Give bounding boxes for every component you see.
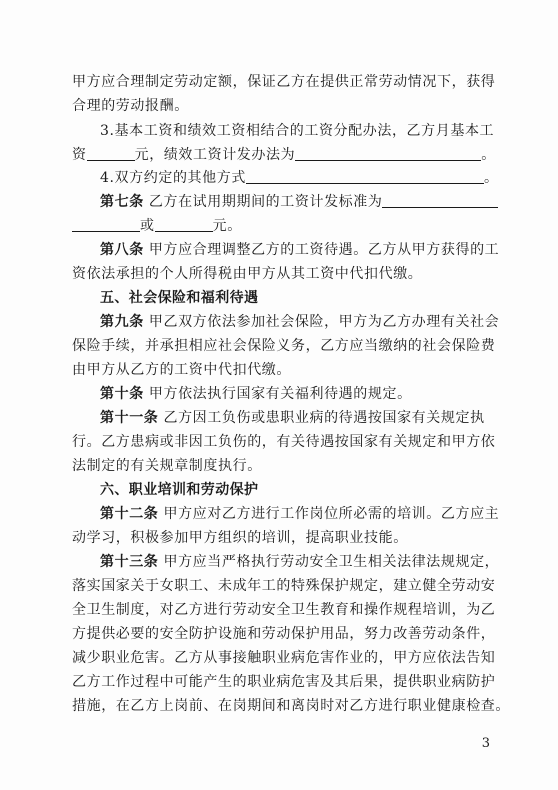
text-line: 动学习，积极参加甲方组织的培训，提高职业技能。 [72, 530, 408, 546]
fill-blank [87, 146, 135, 161]
text-fragment: 元。 [212, 218, 242, 234]
text-line: 行。乙方患病或非因工负伤的，有关待遇按国家有关规定和甲方依 [72, 434, 496, 450]
article-title: 第十二条 [100, 506, 159, 522]
text-line: 合理的劳动报酬。 [72, 98, 189, 114]
article-7 [100, 192, 498, 212]
text-fragment: 甲方应当严格执行劳动安全卫生相关法律法规规定， [163, 554, 500, 570]
text-line: 甲方应合理制定劳动定额，保证乙方在提供正常劳动情况下，获得 [72, 74, 496, 90]
fill-blank [246, 169, 484, 184]
article-11 [100, 408, 485, 428]
article-9 [100, 312, 499, 332]
article-title: 第十三条 [100, 554, 159, 570]
fill-blank [72, 217, 140, 232]
article-title: 第七条 [100, 194, 144, 210]
text-fragment: 资 [72, 147, 87, 163]
article-10 [100, 384, 412, 404]
text-line [100, 168, 499, 188]
text-fragment: 甲方依法执行国家有关福利待遇的规定。 [148, 386, 412, 402]
text-fragment: 甲方应合理调整乙方的工资待遇。乙方从甲方获得的工 [148, 242, 500, 258]
article-8 [100, 240, 499, 260]
text-fragment: 甲乙双方依法参加社会保险，甲方为乙方办理有关社会 [148, 314, 500, 330]
text-line: 方提供必要的安全防护设施和劳动保护用品，努力改善劳动条件， [72, 626, 496, 642]
text-line: 3.基本工资和绩效工资相结合的工资分配办法，乙方月基本工 [100, 123, 495, 139]
page-number: 3 [481, 736, 490, 751]
text-fragment: 乙方因工负伤或患职业病的待遇按国家有关规定执 [163, 410, 485, 426]
article-title: 第九条 [100, 314, 144, 330]
text-line: 由甲方从乙方的工资中代扣代缴。 [72, 362, 291, 378]
text-fragment: 乙方在试用期期间的工资计发标准为 [148, 194, 383, 210]
text-line: 保险手续，并承担相应社会保险义务，乙方应当缴纳的社会保险费 [72, 338, 496, 354]
text-line: 法制定的有关规章制度执行。 [72, 458, 262, 474]
article-title: 第十条 [100, 386, 144, 402]
text-fragment: 。 [483, 170, 499, 186]
text-fragment: 4.双方约定的其他方式 [100, 170, 246, 186]
fill-blank [155, 217, 213, 232]
text-line: 落实国家关于女职工、未成年工的特殊保护规定，建立健全劳动安 [72, 578, 496, 594]
section-heading: 五、社会保险和福利待遇 [100, 290, 259, 306]
article-12 [100, 504, 499, 524]
article-title: 第十一条 [100, 410, 159, 426]
text-fragment: 元，绩效工资计发办法为 [134, 147, 296, 163]
text-line: 措施，在乙方上岗前、在岗期间和离岗时对乙方进行职业健康检查。 [72, 698, 510, 714]
text-line: 资依法承担的个人所得税由甲方从其工资中代扣代缴。 [72, 266, 423, 282]
text-line [72, 145, 496, 165]
section-heading: 六、职业培训和劳动保护 [100, 482, 259, 498]
text-fragment: 或 [140, 218, 155, 234]
text-fragment: 。 [481, 147, 496, 163]
text-line: 乙方工作过程中可能产生的职业病危害及其后果，提供职业病防护 [72, 674, 496, 690]
fill-blank [295, 146, 481, 161]
text-line: 减少职业危害。乙方从事接触职业病危害作业的，甲方应依法告知 [72, 650, 496, 666]
article-13 [100, 552, 499, 572]
text-line [72, 216, 242, 236]
text-line: 全卫生制度，对乙方进行劳动安全卫生教育和操作规程培训，为乙 [72, 602, 496, 618]
article-title: 第八条 [100, 242, 144, 258]
fill-blank [382, 193, 498, 208]
text-fragment: 甲方应对乙方进行工作岗位所必需的培训。乙方应主 [163, 506, 500, 522]
